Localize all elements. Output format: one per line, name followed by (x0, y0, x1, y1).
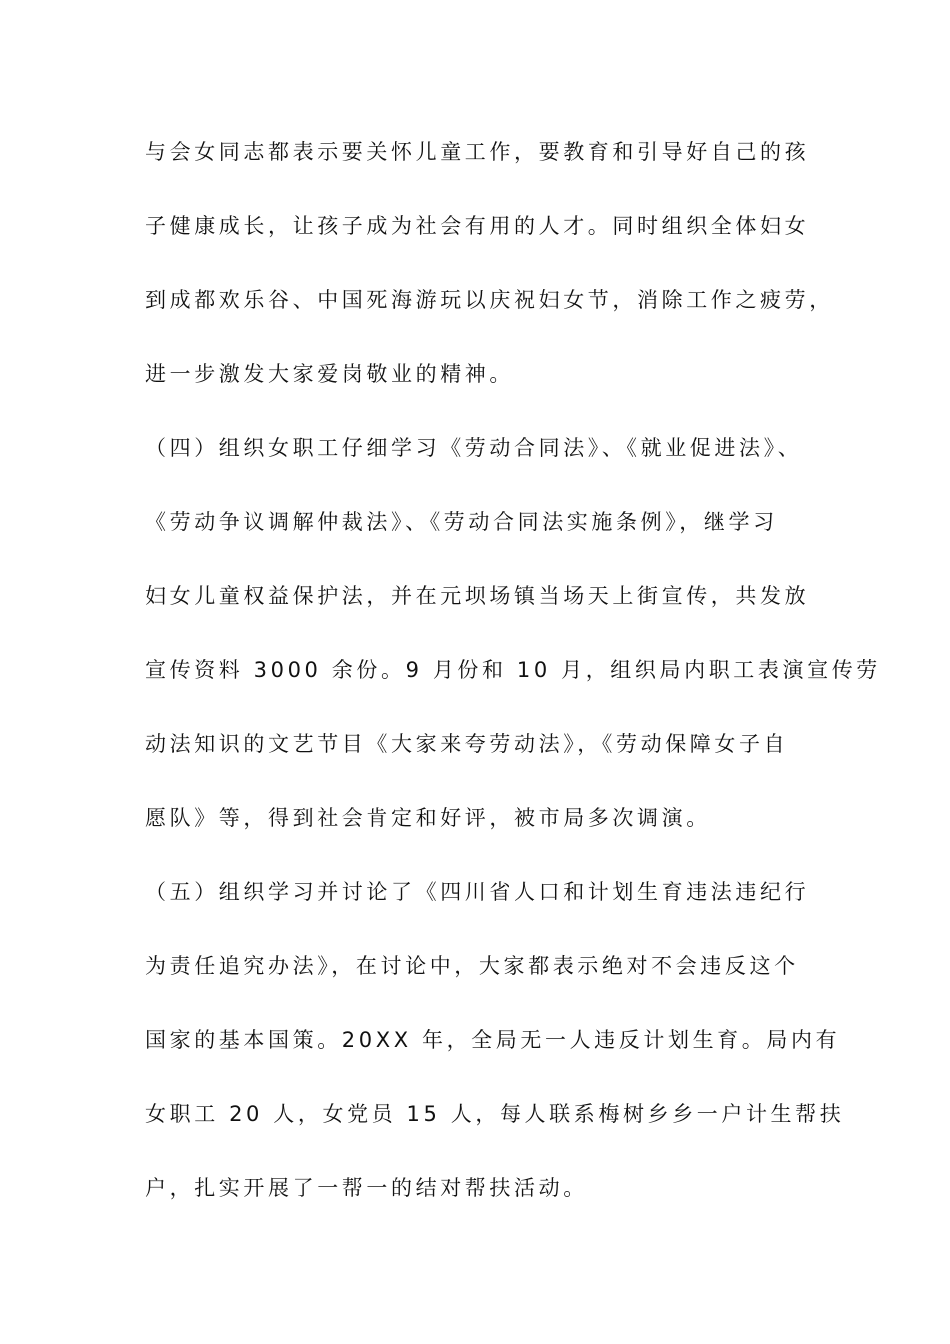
body-text-line: 动法知识的文艺节目《大家来夸劳动法》，《劳动保障女子自 (145, 732, 789, 756)
body-text-line: 宣传资料 3000 余份。9 月份和 10 月，组织局内职工表演宣传劳 (145, 658, 881, 682)
body-text-line: 为责任追究办法》，在讨论中，大家都表示绝对不会违反这个 (145, 954, 799, 978)
body-text-line: 进一步激发大家爱岗敬业的精神。 (145, 362, 514, 386)
body-text-line: 《劳动争议调解仲裁法》、《劳动合同法实施条例》，继学习 (145, 510, 778, 534)
section-heading-line: （五）组织学习并讨论了《四川省人口和计划生育违法违纪行 (145, 880, 810, 904)
body-text-line: 愿队》等，得到社会肯定和好评，被市局多次调演。 (145, 806, 711, 830)
section-heading-line: （四）组织女职工仔细学习《劳动合同法》、《就业促进法》、 (145, 436, 803, 460)
document-body (145, 132, 881, 1242)
body-text-line: 户，扎实开展了一帮一的结对帮扶活动。 (145, 1176, 588, 1200)
body-text-line: 国家的基本国策。20XX 年，全局无一人违反计划生育。局内有 (145, 1028, 841, 1052)
body-text-line: 与会女同志都表示要关怀儿童工作，要教育和引导好自己的孩 (145, 140, 810, 164)
body-text-line: 到成都欢乐谷、中国死海游玩以庆祝妇女节，消除工作之疲劳， (145, 288, 834, 312)
body-text-line: 妇女儿童权益保护法，并在元坝场镇当场天上街宣传，共发放 (145, 584, 810, 608)
body-text-line: 子健康成长，让孩子成为社会有用的人才。同时组织全体妇女 (145, 214, 810, 238)
body-text-line: 女职工 20 人，女党员 15 人，每人联系梅树乡乡一户计生帮扶 (145, 1102, 845, 1126)
